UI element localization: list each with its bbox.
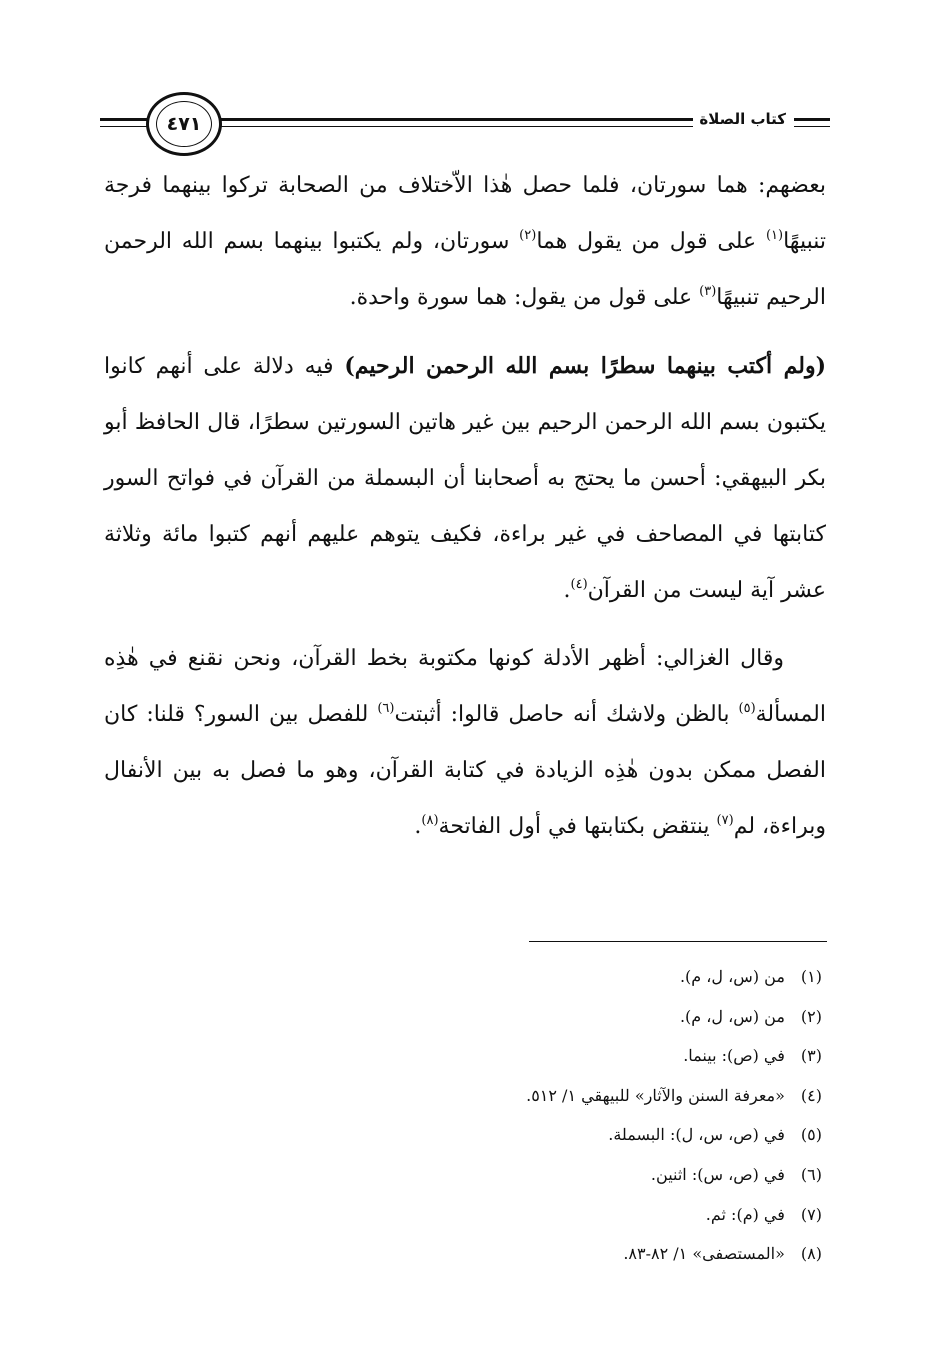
footnote-ref-5: (٥): [738, 701, 756, 716]
footnote-ref-6: (٦): [377, 701, 395, 716]
footnote-item: [360, 1155, 822, 1195]
page-number-oval: [146, 92, 222, 156]
footnote-text: «المستصفى» ١/ ٨٢-٨٣.: [623, 1244, 785, 1264]
footnote-number: (٧): [800, 1204, 822, 1224]
header-rule: [794, 118, 830, 121]
text-run: وقال الغزالي: أظهر الأدلة كونها مكتوبة بخط القرآن، ونحن نقنع في هٰذِه المسألة: [104, 646, 827, 727]
footnote-ref-1: (١): [765, 228, 784, 243]
text-run: للفصل بين السور؟ قلنا: كان الفصل ممكن بدون هٰذِه الزيادة في كتابة القرآن، وهو ما فصل به بين الأنفال وبراءة، لم: [104, 702, 826, 839]
paragraph-3: [104, 631, 826, 855]
footnote-text: من (س، ل، م).: [679, 1006, 785, 1026]
quoted-hadith-text: (ولم أكتب بينهما سطرًا بسم الله الرحمن الرحيم): [344, 353, 826, 379]
footnote-number: (١): [800, 967, 822, 986]
footnote-item: [360, 957, 822, 997]
footnote-ref-8: (٨): [421, 813, 439, 828]
running-title: كتاب الصلاة: [693, 110, 792, 128]
footnote-number: (٤): [800, 1085, 822, 1105]
footnote-item: [360, 1076, 822, 1116]
paragraph-1: [104, 158, 826, 326]
footnote-text: في (ص): بينما.: [683, 1046, 785, 1066]
footnote-text: «معرفة السنن والآثار» للبيهقي ١/ ٥١٢.: [526, 1085, 785, 1105]
footnote-ref-7: (٧): [716, 813, 734, 828]
footnote-number: (٢): [800, 1006, 822, 1026]
text-run: على قول من يقول هما: [536, 229, 766, 254]
text-run: ينتقض بكتابتها في أول الفاتحة: [438, 814, 717, 839]
footnote-ref-3: (٣): [699, 284, 717, 299]
text-run: بالظن ولاشك أنه حاصل قالوا: أثبتت: [394, 702, 739, 727]
footnote-item: [360, 1234, 822, 1274]
text-run: فيه دلالة على أنهم كانوا يكتبون بسم الله الرحمن الرحيم بين غير هاتين السورتين سطرًا، قال الحافظ أبو بكر البيهقي: أحسن ما يحتج به أصحابنا أن البسملة من القرآن في فواتح السور كتابتها في المصاحف في غير براءة، فكيف يتوهم عليهم أنهم كتبوا مائة وثلاثة عشر آية ليست من القرآن: [104, 354, 826, 603]
text-run: بعضهم: هما سورتان، فلما حصل هٰذا الاّختلاف من الصحابة تركوا بينهما فرجة تنبيهًا: [104, 173, 826, 254]
footnote-number: (٥): [800, 1125, 822, 1145]
footnote-item: [360, 1195, 822, 1235]
footnote-separator: [529, 941, 827, 942]
header-rule: [794, 126, 830, 127]
footnote-number: (٣): [800, 1046, 822, 1066]
text-run: .: [414, 814, 422, 839]
footnote-number: (٨): [800, 1244, 822, 1264]
page-number: ٤٧١: [156, 101, 212, 147]
text-run: .: [563, 578, 571, 603]
main-text: [104, 158, 826, 855]
footnote-item: [360, 1115, 822, 1155]
footnote-item: [360, 1036, 822, 1076]
text-run: على قول من يقول: هما سورة واحدة.: [349, 285, 700, 310]
page-header: [100, 82, 830, 162]
footnote-item: [360, 997, 822, 1037]
paragraph-2: [104, 338, 826, 619]
text-run: سورتان، ولم يكتبوا بينهما بسم الله الرحمن الرحيم تنبيهًا: [104, 229, 826, 310]
footnote-number: (٦): [800, 1164, 822, 1184]
footnotes-list: [360, 957, 822, 1274]
footnote-text: في (م): ثم.: [705, 1204, 785, 1224]
footnote-ref-4: (٤): [570, 577, 588, 592]
footnote-text: في (ص، س): اثنين.: [650, 1164, 785, 1184]
footnote-text: في (ص، س، ل): البسملة.: [608, 1125, 785, 1145]
footnote-ref-2: (٢): [519, 228, 537, 243]
footnote-text: من (س، ل، م).: [679, 967, 785, 986]
